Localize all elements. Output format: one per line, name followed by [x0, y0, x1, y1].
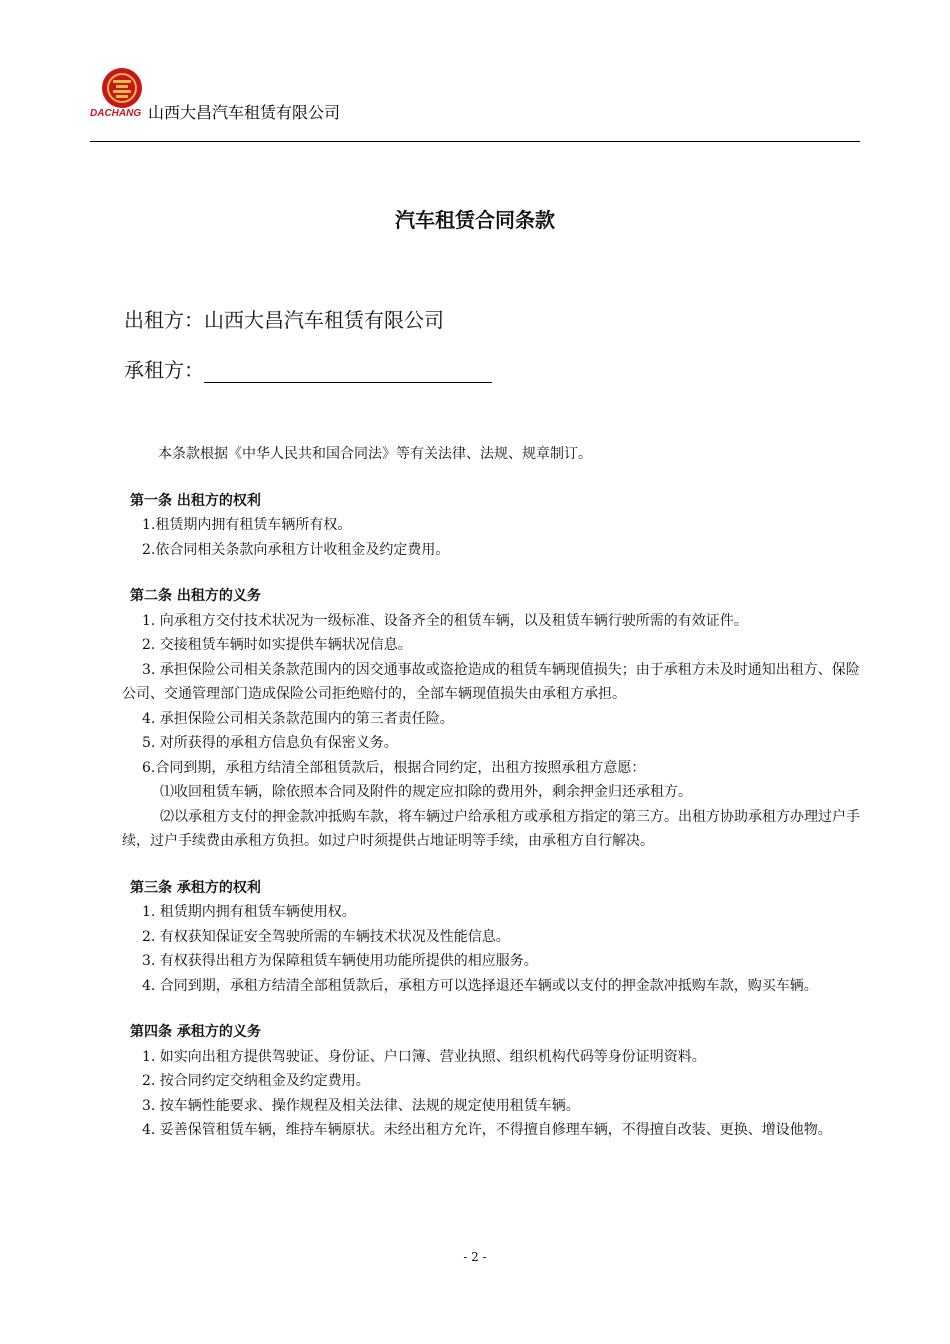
logo-text: DACHANG — [90, 108, 142, 119]
list-item: 6.合同到期，承租方结清全部租赁款后，根据合同约定，出租方按照承租方意愿： — [142, 759, 646, 776]
list-item: 4. 承担保险公司相关条款范围内的第三者责任险。 — [142, 710, 454, 727]
list-item: 4. 妥善保管租赁车辆，维持车辆原状。未经出租方允许，不得擅自修理车辆，不得擅自改装、更换、增设他物。 — [142, 1122, 832, 1138]
section-1-title: 第一条 出租方的权利 — [130, 492, 261, 509]
list-item: 2. 交接租赁车辆时如实提供车辆状况信息。 — [142, 637, 412, 653]
sub-item: ⑵以承租方支付的押金款冲抵购车款，将车辆过户给承租方或承租方指定的第三方。出租方协助承租方办理过户手续，过户手续费由承租方负担。如过户时须提供占地证明等手续，由承租方自行解决。 — [122, 808, 860, 849]
list-item: 1. 租赁期内拥有租赁车辆使用权。 — [142, 904, 356, 920]
list-item: 1. 如实向出租方提供驾驶证、身份证、户口簿、营业执照、组织机构代码等身份证明资料。 — [142, 1048, 706, 1065]
list-item: 3. 按车辆性能要求、操作规程及相关法律、法规的规定使用租赁车辆。 — [142, 1097, 580, 1114]
list-item: 3. 承担保险公司相关条款范围内的因交通事故或盗抢造成的租赁车辆现值损失；由于承租方未及时通知出租方、保险公司、交通管理部门造成保险公司拒绝赔付的，全部车辆现值损失由承租方承担。 — [122, 661, 860, 702]
lessee-line — [124, 354, 492, 383]
sub-item: ⑴收回租赁车辆，除依照本合同及附件的规定应扣除的费用外，剩余押金归还承租方。 — [160, 784, 692, 800]
section-3-title: 第三条 承租方的权利 — [130, 879, 261, 896]
lessee-blank-field[interactable] — [204, 360, 492, 383]
header-company-name: 山西大昌汽车租赁有限公司 — [148, 103, 341, 122]
page-header — [90, 66, 860, 146]
list-item: 2. 按合同约定交纳租金及约定费用。 — [142, 1073, 370, 1089]
list-item: 1.租赁期内拥有租赁车辆所有权。 — [142, 517, 352, 533]
list-item: 3. 有权获得出租方为保障租赁车辆使用功能所提供的相应服务。 — [142, 953, 538, 969]
intro-paragraph: 本条款根据《中华人民共和国合同法》等有关法律、法规、规章制订。 — [158, 446, 592, 462]
list-item: 4. 合同到期，承租方结清全部租赁款后，承租方可以选择退还车辆或以支付的押金款冲抵购车款，购买车辆。 — [142, 977, 818, 994]
list-item: 1. 向承租方交付技术状况为一级标准、设备齐全的租赁车辆，以及租赁车辆行驶所需的有效证件。 — [142, 612, 748, 629]
page-number: - 2 - — [463, 1250, 487, 1264]
section-4-title: 第四条 承租方的义务 — [130, 1024, 261, 1040]
list-item: 2. 有权获知保证安全驾驶所需的车辆技术状况及性能信息。 — [142, 928, 510, 945]
list-item: 5. 对所获得的承租方信息负有保密义务。 — [142, 735, 398, 751]
list-item: 2.依合同相关条款向承租方计收租金及约定费用。 — [142, 541, 450, 558]
lessee-label: 承租方： — [124, 358, 204, 382]
section-2-title: 第二条 出租方的义务 — [130, 588, 261, 604]
header-divider — [90, 141, 860, 142]
dachang-logo-icon — [98, 66, 146, 114]
contract-body — [122, 442, 860, 1143]
lessor-line: 出租方：山西大昌汽车租赁有限公司 — [124, 308, 444, 332]
document-title: 汽车租赁合同条款 — [395, 208, 555, 232]
